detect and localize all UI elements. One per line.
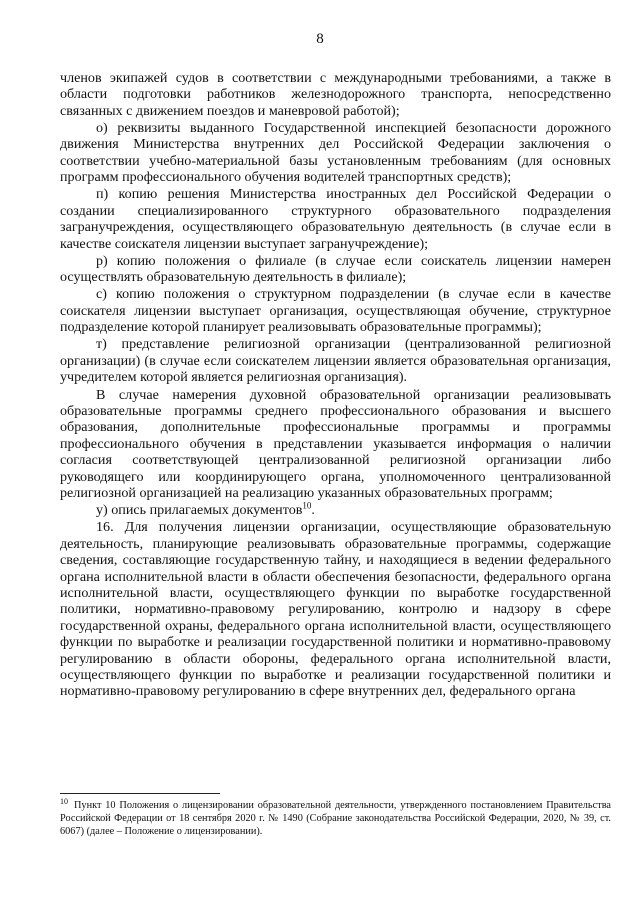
paragraph-continuation: членов экипажей судов в соответствии с международными требованиями, а также в области подготовки работников железнодорожного транспорта, непосредственно связанных с движением поездов и маневровой работой); — [60, 70, 611, 119]
paragraph-item-r: р) копию положения о филиале (в случае если соискатель лицензии намерен осуществлять образовательную деятельность в филиале); — [60, 252, 611, 286]
paragraph-item-p: п) копию решения Министерства иностранных дел Российской Федерации о создании специализированного структурного образовательного подразделения загранучреждения, осуществляющего образовательную деятельность (в случае если в качестве соискателя лицензии выступает загранучреждение); — [60, 186, 611, 252]
footnote-separator — [60, 793, 220, 794]
paragraph-item-t: т) представление религиозной организации (централизованной религиозной организации) (в случае если соискателем лицензии является образовательная организация, учредителем которой является религиозная организация). — [60, 336, 611, 386]
footnote-reference: 10 — [302, 500, 312, 511]
footnote — [60, 796, 611, 838]
paragraph-item-o: о) реквизиты выданного Государственной инспекцией безопасности дорожного движения Министерства внутренних дел Российской Федерации заключения о соответствии учебно-материальной базы установленным требованиям (для основных программ профессионального обучения водителей транспортных средств); — [60, 120, 611, 186]
footnote-text: Пункт 10 Положения о лицензировании образовательной деятельности, утвержденного постановлением Правительства Российской Федерации от 18 сентября 2020 г. № 1490 (Собрание законодательства Российской Федерации, 2020, № 39, ст. 6067) (далее – Положение о лицензировании). — [60, 800, 611, 837]
paragraph-item-u — [60, 502, 611, 518]
item-u-tail: . — [311, 502, 315, 519]
paragraph-spiritual-organization: В случае намерения духовной образовательной организации реализовывать образовательные программы среднего профессионального образования и высшего образования, дополнительные профессиональные программы и программы профессионального обучения в представлении указывается информация о наличии согласия соответствующей централизованной религиозной организации либо руководящего или координирующего органа, уполномоченного централизованной религиозной организацией на реализацию указанных образовательных программ; — [60, 386, 611, 501]
footnote-number: 10 — [60, 796, 68, 806]
paragraph-item-s: с) копию положения о структурном подразделении (в случае если в качестве соискателя лицензии выступает организация, осуществляющая обучение, структурное подразделение которой планирует реализовывать образовательные программы); — [60, 286, 611, 336]
page-number: 8 — [316, 31, 324, 47]
item-u-text: у) опись прилагаемых документов — [96, 502, 303, 519]
document-body — [60, 70, 611, 701]
paragraph-16: 16. Для получения лицензии организации, осуществляющие образовательную деятельность, планирующие реализовывать образовательные программы, содержащие сведения, составляющие государственную тайну, и находящиеся в ведении федерального органа исполнительной власти в области обеспечения безопасности, федерального органа исполнительной власти, осуществляющего функции по выработке государственной политики, нормативно-правовому регулированию, контролю и надзору в сфере государственной охраны, федерального органа исполнительной власти, осуществляющего функции по выработке и реализации государственной политики и нормативно-правовому регулированию в области обороны, федерального органа исполнительной власти, осуществляющего функции по выработке и реализации государственной политики и нормативно-правовому регулированию в сфере внутренних дел, федерального органа — [60, 519, 611, 700]
